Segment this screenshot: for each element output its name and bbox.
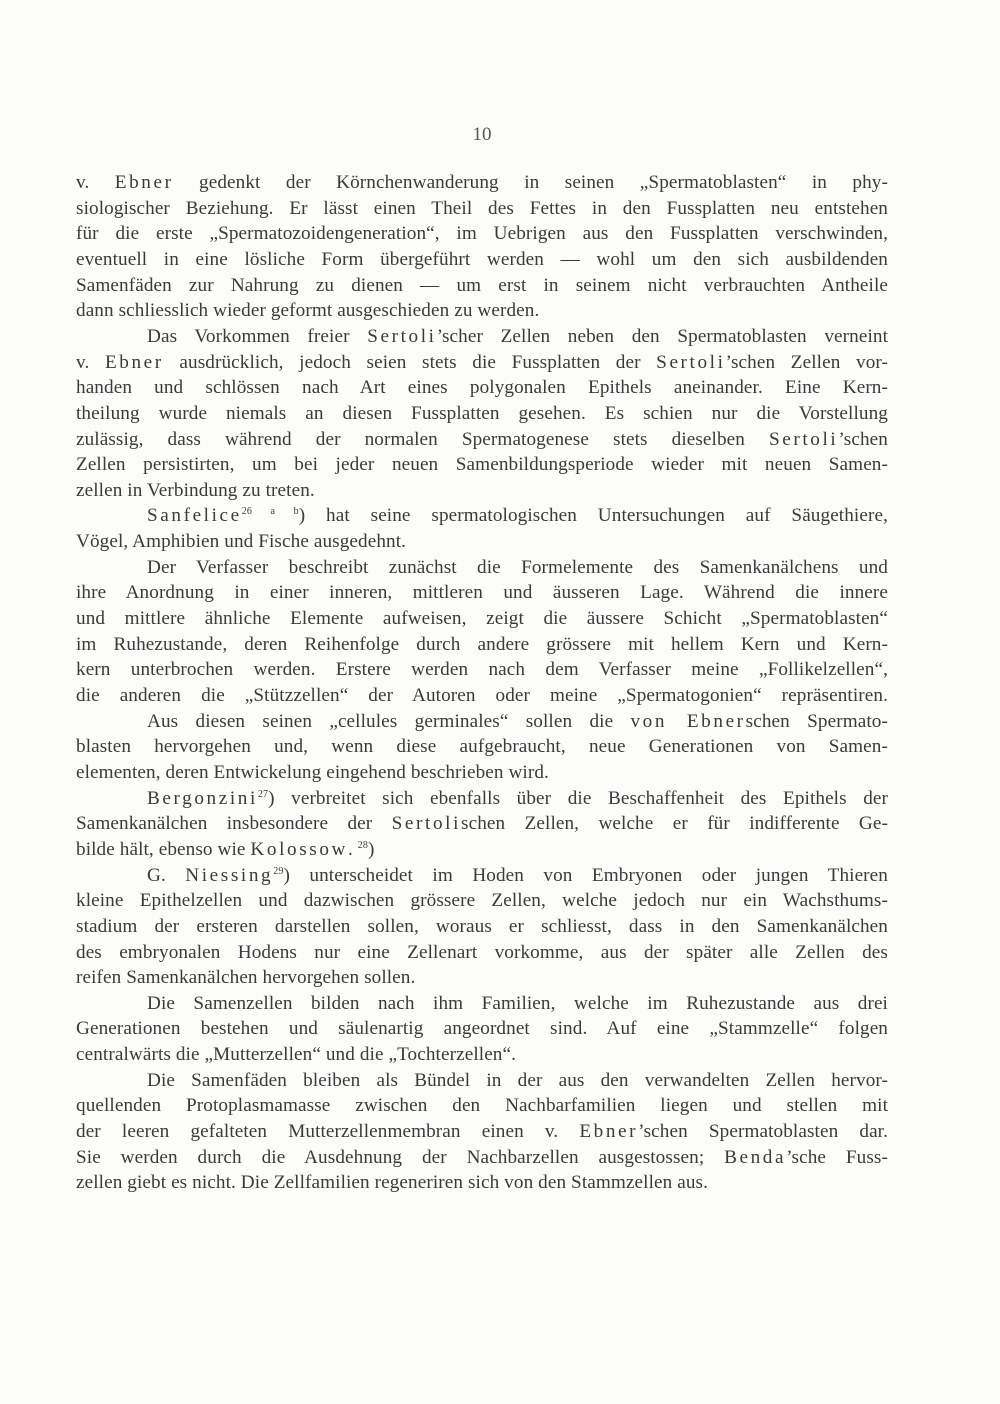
- text-run: ’schen: [838, 428, 888, 450]
- text-run: schen Spermato-: [745, 710, 888, 732]
- text-line: [76, 401, 888, 427]
- footnote-ref: 27: [257, 788, 269, 800]
- text-run: centralwärts die „Mutterzellen“ und die „Tochterzellen“.: [76, 1044, 517, 1066]
- text-line: [76, 452, 888, 478]
- spaced-name: Sertoli: [391, 813, 462, 835]
- text-run: bilde hält, ebenso wie: [76, 838, 251, 860]
- text-run: und mittlere ähnliche Elemente aufweisen, zeigt die äussere Schicht „Spermatoblasten“: [76, 608, 888, 630]
- text-line: [76, 478, 888, 504]
- text-run: ’schen Zellen vor-: [725, 351, 888, 373]
- text-line: [76, 734, 888, 760]
- text-line: [76, 580, 888, 606]
- text-run: Die Samenfäden bleiben als Bündel in der aus den verwandelten Zellen hervor-: [147, 1069, 888, 1091]
- spaced-name: Sertoli: [656, 351, 726, 373]
- text-line: [76, 811, 888, 837]
- text-line: [76, 298, 888, 324]
- text-run: ) verbreitet sich ebenfalls über die Beschaffenheit des Epithels der: [268, 787, 888, 809]
- text-line: [76, 837, 888, 863]
- text-line: [147, 1068, 888, 1094]
- text-run: ausdrücklich, jedoch seien stets die Fussplatten der: [163, 351, 657, 373]
- footnote-ref: 26 a b: [241, 506, 299, 518]
- text-run: Sie werden durch die Ausdehnung der Nachbarzellen ausgestossen;: [76, 1146, 725, 1168]
- text-run: der leeren gefalteten Mutterzellenmembran einen v.: [76, 1121, 580, 1143]
- text-run: siologischer Beziehung. Er lässt einen Theil des Fettes in den Fussplatten neu entstehen: [76, 197, 888, 219]
- text-line: [76, 1093, 888, 1119]
- text-line: [76, 760, 888, 786]
- text-run: im Ruhezustande, deren Reihenfolge durch andere grössere mit hellem Kern und Kern-: [76, 633, 888, 655]
- text-line: [147, 709, 888, 735]
- spaced-name: Ebner: [579, 1121, 639, 1143]
- text-line: [76, 1145, 888, 1171]
- spaced-name: von Ebner: [630, 710, 746, 732]
- text-run: v.: [76, 351, 105, 373]
- text-run: Zellen persistirten, um bei jeder neuen Samenbildungsperiode wieder mit neuen Samen-: [76, 454, 888, 476]
- spaced-name: Sertoli: [367, 325, 437, 347]
- text-line: [76, 940, 888, 966]
- text-run: G.: [147, 864, 186, 886]
- text-run: handen und schlössen nach Art eines polygonalen Epithels aneinander. Eine Kern-: [76, 377, 888, 399]
- text-line: [76, 273, 888, 299]
- text-run: kern unterbrochen werden. Erstere werden nach dem Verfasser meine „Follikelzellen“,: [76, 659, 888, 681]
- text-line: [147, 555, 888, 581]
- page-number: 10: [472, 124, 492, 145]
- footnote-ref: 29: [273, 865, 284, 877]
- spaced-name: Sanfelice: [147, 505, 242, 527]
- text-line: [76, 888, 888, 914]
- text-line: [147, 503, 888, 529]
- text-line: [76, 1119, 888, 1145]
- text-line: [76, 196, 888, 222]
- text-run: zellen giebt es nicht. Die Zellfamilien regeneriren sich von den Stammzellen aus.: [76, 1172, 709, 1194]
- text-run: zellen in Verbindung zu treten.: [76, 479, 315, 501]
- text-run: schen Zellen, welche er für indifferente Ge-: [461, 813, 888, 835]
- text-line: [76, 657, 888, 683]
- text-line: [76, 529, 888, 555]
- text-run: v.: [76, 172, 115, 193]
- spaced-name: Sertoli: [769, 428, 839, 450]
- text-run: ): [367, 838, 375, 860]
- text-line: [76, 606, 888, 632]
- text-run: blasten hervorgehen und, wenn diese aufgebraucht, neue Generationen von Samen-: [76, 736, 888, 758]
- text-run: ’sche Fuss-: [786, 1146, 888, 1168]
- text-run: quellenden Protoplasmamasse zwischen den Nachbarfamilien liegen und stellen mit: [76, 1095, 888, 1117]
- text-run: gedenkt der Körnchenwanderung in seinen „Spermatoblasten“ in phy-: [173, 172, 888, 193]
- text-run: .: [347, 838, 358, 860]
- text-run: Die Samenzellen bilden nach ihm Familien, welche im Ruhezustande aus drei: [147, 992, 888, 1014]
- text-line: [76, 427, 888, 453]
- text-line: [76, 1016, 888, 1042]
- text-line: [76, 632, 888, 658]
- text-run: Der Verfasser beschreibt zunächst die Formelemente des Samenkanälchens und: [147, 556, 888, 578]
- text-run: ’scher Zellen neben den Spermatoblasten verneint: [436, 325, 888, 347]
- footnote-ref: 28: [357, 839, 368, 851]
- text-run: ’schen Spermatoblasten dar.: [638, 1121, 888, 1143]
- text-run: eventuell in eine lösliche Form übergeführt werden — wohl um den sich ausbildenden: [76, 248, 888, 270]
- text-run: elementen, deren Entwickelung eingehend beschrieben wird.: [76, 761, 549, 783]
- text-run: Samenfäden zur Nahrung zu dienen — um erst in seinem nicht verbrauchten Antheile: [76, 274, 888, 296]
- text-line: [76, 914, 888, 940]
- text-run: ihre Anordnung in einer inneren, mittleren und äusseren Lage. Während die innere: [76, 582, 888, 604]
- text-run: zulässig, dass während der normalen Spermatogenese stets dieselben: [76, 428, 769, 450]
- spaced-name: Ebner: [114, 172, 174, 193]
- text-run: reifen Samenkanälchen hervorgehen sollen.: [76, 967, 416, 989]
- text-run: Samenkanälchen insbesondere der: [76, 813, 392, 835]
- text-line: [76, 965, 888, 991]
- text-run: des embryonalen Hodens nur eine Zellenart vorkomme, aus der später alle Zellen des: [76, 941, 888, 963]
- text-line: [147, 863, 888, 889]
- text-line: [76, 1170, 888, 1196]
- text-run: für die erste „Spermatozoidengeneration“, im Uebrigen aus den Fussplatten verschwinden,: [76, 223, 888, 245]
- text-line: [147, 324, 888, 350]
- text-line: [76, 247, 888, 273]
- text-run: theilung wurde niemals an diesen Fussplatten gesehen. Es schien nur die Vorstellung: [76, 402, 888, 424]
- text-run: Generationen bestehen und säulenartig angeordnet sind. Auf eine „Stammzelle“ folgen: [76, 1018, 888, 1040]
- text-run: Das Vorkommen freier: [147, 325, 368, 347]
- text-line: [76, 375, 888, 401]
- text-line: [76, 221, 888, 247]
- text-line: [147, 786, 888, 812]
- text-run: stadium der ersteren darstellen sollen, woraus er schliesst, dass in den Samenkanälchen: [76, 915, 888, 937]
- text-line: [76, 683, 888, 709]
- text-run: die anderen die „Stützzellen“ der Autoren oder meine „Spermatogonien“ repräsentiren.: [76, 685, 888, 706]
- text-line: [76, 350, 888, 376]
- spaced-name: Kolossow: [250, 838, 348, 860]
- text-run: kleine Epithelzellen und dazwischen grössere Zellen, welche jedoch nur ein Wachsthums-: [76, 890, 888, 912]
- text-run: Aus diesen seinen „cellules germinales“ sollen die: [147, 710, 631, 732]
- text-run: Vögel, Amphibien und Fische ausgedehnt.: [76, 531, 407, 553]
- spaced-name: Bergonzini: [147, 787, 258, 809]
- text-line: [76, 1042, 888, 1068]
- text-run: dann schliesslich wieder geformt ausgeschieden zu werden.: [76, 300, 540, 322]
- spaced-name: Niessing: [185, 864, 274, 886]
- text-line: [76, 170, 888, 196]
- text-run: ) unterscheidet im Hoden von Embryonen oder jungen Thieren: [283, 864, 888, 886]
- spaced-name: Benda: [724, 1146, 787, 1168]
- spaced-name: Ebner: [104, 351, 164, 373]
- text-run: ) hat seine spermatologischen Untersuchungen auf Säugethiere,: [298, 505, 888, 527]
- text-line: [147, 991, 888, 1017]
